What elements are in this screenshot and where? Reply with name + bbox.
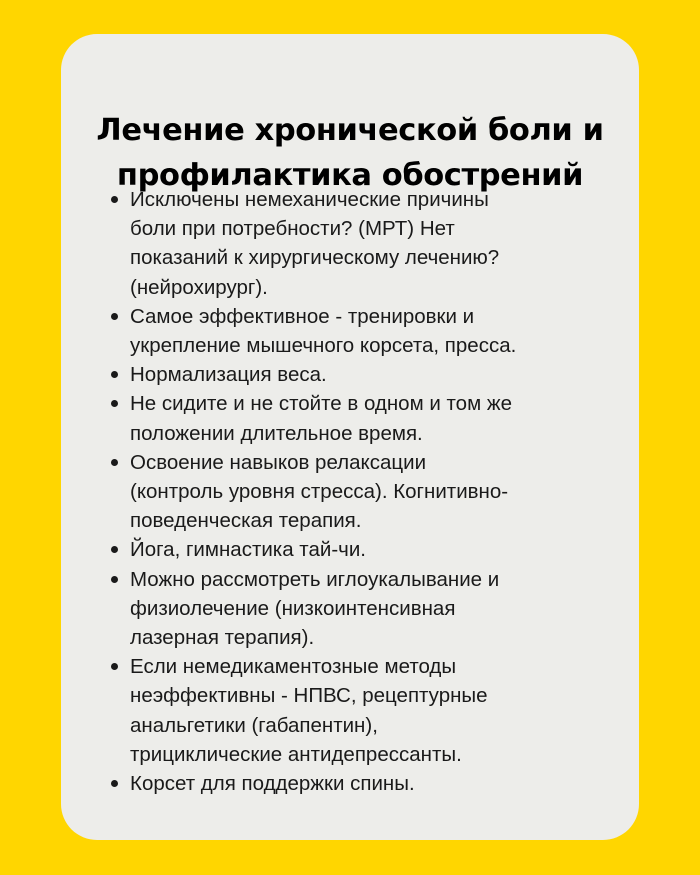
list-item-text-line: (контроль уровня стресса). Когнитивно- <box>130 480 509 504</box>
title-line-2: профилактика обострений <box>116 158 584 193</box>
list-item-text-line: анальгетики (габапентин), <box>130 713 378 737</box>
list-item-text-line: Йога, гимнастика тай-чи. <box>130 538 366 562</box>
list-item <box>130 360 610 389</box>
list-item-text-line: Корсет для поддержки спины. <box>130 772 415 796</box>
title-line-1: Лечение хронической боли и <box>96 113 604 148</box>
list-item-text-line: боли при потребности? (МРТ) Нет <box>130 217 455 241</box>
list-item-text-line: лазерная терапия). <box>130 626 315 650</box>
list-item-text-line: Самое эффективное - тренировки и <box>130 304 475 328</box>
list-item-text-line: Не сидите и не стойте в одном и том же <box>130 392 512 416</box>
list-item-text-line: показаний к хирургическому лечению? <box>130 246 500 270</box>
list-item-text-line: неэффективны - НПВС, рецептурные <box>130 684 488 708</box>
list-item-text-line: Освоение навыков релаксации <box>130 450 427 474</box>
list-item <box>130 185 610 302</box>
list-item <box>130 565 610 653</box>
list-item <box>130 769 610 798</box>
list-item <box>130 652 610 769</box>
list-item <box>130 448 610 536</box>
list-item <box>130 302 610 360</box>
list-item <box>130 535 610 564</box>
bullet-icon <box>111 780 118 787</box>
list-item-text-line: укрепление мышечного корсета, пресса. <box>130 334 517 358</box>
list-item <box>130 389 610 447</box>
list-item-text-line: Можно рассмотреть иглоукалывание и <box>130 567 500 591</box>
bullet-icon <box>111 196 118 203</box>
list-item-text-line: поведенческая терапия. <box>130 509 362 533</box>
list-item-text-line: трициклические антидепрессанты. <box>130 742 462 766</box>
list-item-text-line: (нейрохирург). <box>130 275 268 299</box>
bullet-icon <box>111 459 118 466</box>
list-item-text-line: Нормализация веса. <box>130 363 327 387</box>
bullet-icon <box>111 576 118 583</box>
list-item-text-line: физиолечение (низкоинтенсивная <box>130 596 456 620</box>
bullet-icon <box>111 313 118 320</box>
list-item-text-line: положении длительное время. <box>130 421 423 445</box>
list-item-text-line: Исключены немеханические причины <box>130 188 489 211</box>
recommendations-list <box>130 185 610 798</box>
list-item-text-line: Если немедикаментозные методы <box>130 655 457 679</box>
